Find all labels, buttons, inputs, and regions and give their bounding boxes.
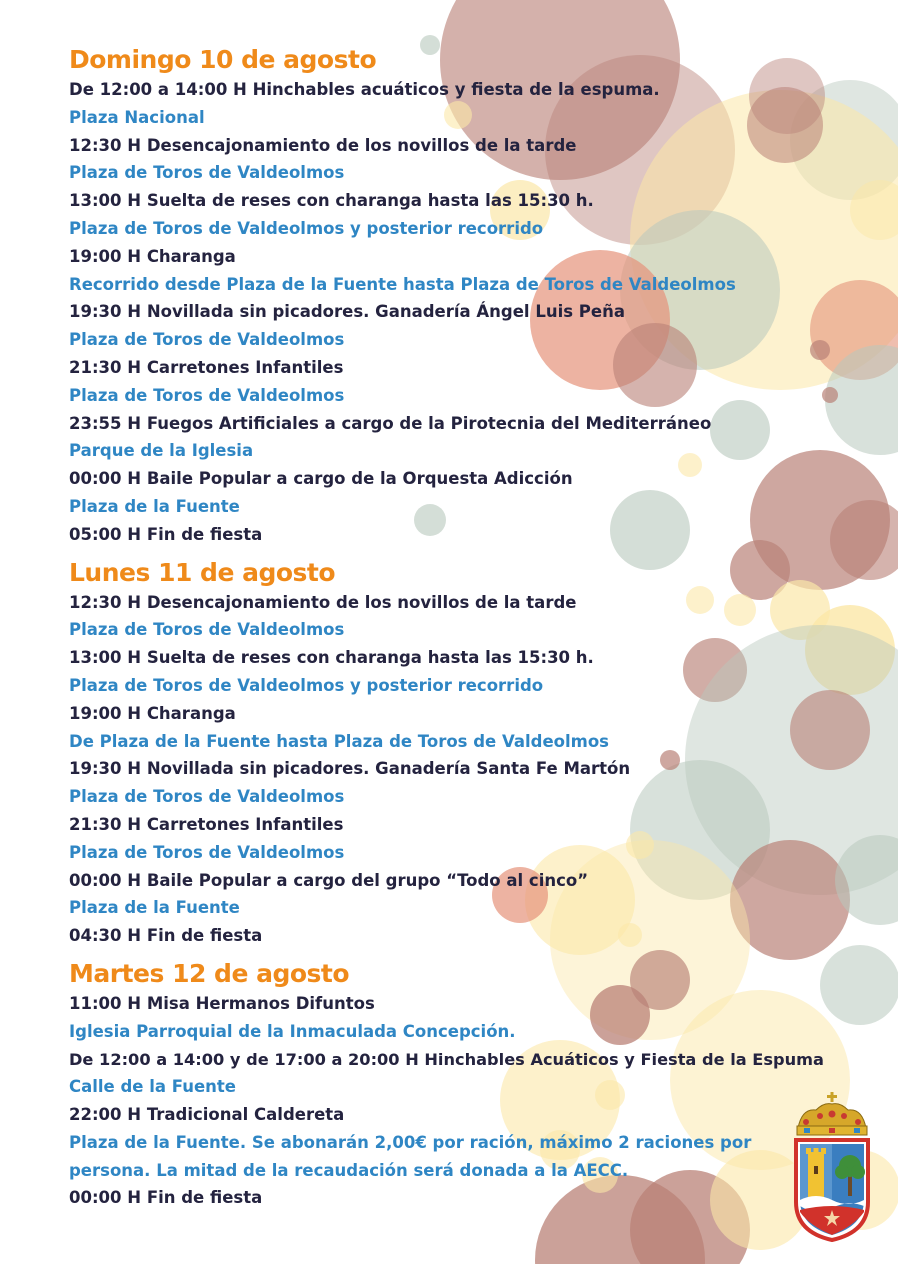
day-heading: Martes 12 de agosto [69,958,350,988]
day-section-domingo [69,44,859,549]
event-line: 12:30 H Desencajonamiento de los novillos de la tarde [69,592,577,612]
day-heading: Lunes 11 de agosto [69,557,336,587]
place-line: Calle de la Fuente [69,1077,236,1097]
place-line: Plaza de Toros de Valdeolmos [69,385,345,405]
place-line: De Plaza de la Fuente hasta Plaza de Toros de Valdeolmos [69,731,609,751]
place-line: Iglesia Parroquial de la Inmaculada Concepción. [69,1021,516,1041]
day-section-lunes [69,557,859,950]
day-section-martes [69,958,859,1212]
place-line: Plaza de la Fuente [69,898,240,918]
place-line: persona. La mitad de la recaudación será donada a la AECC. [69,1160,629,1180]
shield-icon [796,1140,868,1240]
place-line: Parque de la Iglesia [69,441,254,461]
event-line: 00:00 H Baile Popular a cargo del grupo “Todo al cinco” [69,870,589,890]
event-line: 04:30 H Fin de fiesta [69,926,263,946]
schedule [69,44,859,1212]
place-line: Plaza de la Fuente [69,496,240,516]
place-line: Recorrido desde Plaza de la Fuente hasta Plaza de Toros de Valdeolmos [69,274,736,294]
event-line: 12:30 H Desencajonamiento de los novillos de la tarde [69,135,577,155]
event-line: 22:00 H Tradicional Caldereta [69,1105,345,1125]
event-line: De 12:00 a 14:00 y de 17:00 a 20:00 H Hinchables Acuáticos y Fiesta de la Espuma [69,1049,824,1069]
event-line: 19:00 H Charanga [69,703,236,723]
event-line: 19:30 H Novillada sin picadores. Ganadería Ángel Luis Peña [69,302,625,322]
place-line: Plaza de Toros de Valdeolmos y posterior recorrido [69,218,544,238]
place-line: Plaza de Toros de Valdeolmos [69,620,345,640]
event-line: 21:30 H Carretones Infantiles [69,814,344,834]
event-line: 11:00 H Misa Hermanos Difuntos [69,993,375,1013]
event-line: 13:00 H Suelta de reses con charanga hasta las 15:30 h. [69,191,594,211]
place-line: Plaza de Toros de Valdeolmos [69,842,345,862]
event-line: 00:00 H Fin de fiesta [69,1188,263,1208]
event-line: 19:00 H Charanga [69,246,236,266]
day-heading: Domingo 10 de agosto [69,45,377,74]
event-line: 19:30 H Novillada sin picadores. Ganadería Santa Fe Martón [69,759,631,779]
event-line: De 12:00 a 14:00 H Hinchables acuáticos y fiesta de la espuma. [69,80,660,99]
event-line: 00:00 H Baile Popular a cargo de la Orquesta Adicción [69,469,573,489]
event-line: 21:30 H Carretones Infantiles [69,357,344,377]
event-line: 05:00 H Fin de fiesta [69,524,263,544]
crown-icon [797,1092,867,1135]
town-coat-of-arms-icon [792,1092,872,1242]
place-line: Plaza de Toros de Valdeolmos [69,163,345,183]
event-line: 13:00 H Suelta de reses con charanga hasta las 15:30 h. [69,648,594,668]
place-line: Plaza de Toros de Valdeolmos y posterior recorrido [69,675,544,695]
place-line: Plaza Nacional [69,107,205,127]
place-line: Plaza de Toros de Valdeolmos [69,330,345,350]
place-line: Plaza de Toros de Valdeolmos [69,787,345,807]
event-line: 23:55 H Fuegos Artificiales a cargo de la Pirotecnia del Mediterráneo [69,413,712,433]
place-line: Plaza de la Fuente. Se abonarán 2,00€ por ración, máximo 2 raciones por [69,1132,752,1152]
